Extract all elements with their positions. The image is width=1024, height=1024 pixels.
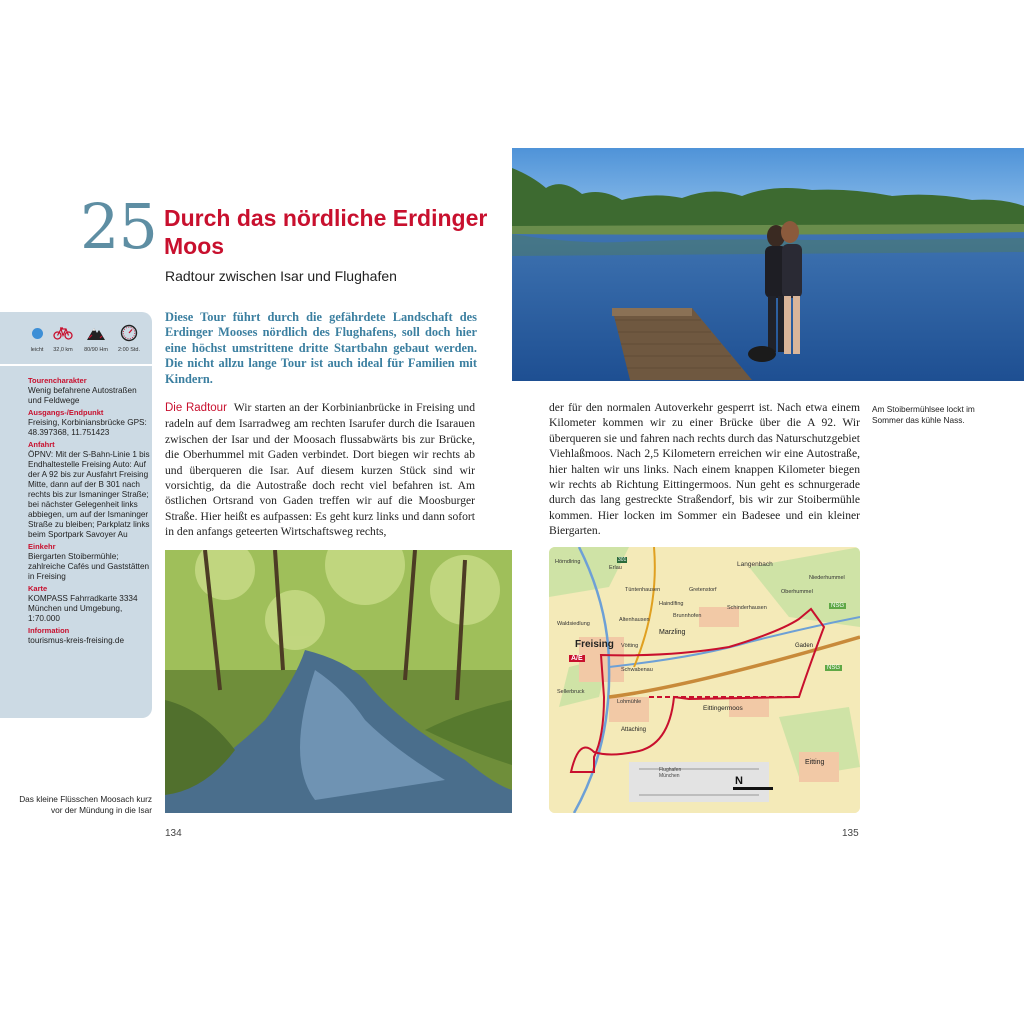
- map-place: Schinderhausen: [727, 605, 767, 611]
- body-paragraph: Wir starten an der Korbinianbrücke in Freising und radeln auf dem Isarradweg am rechten Isarufer durch die Isarauen zwischen der Isar und der Moosach flussabwärts bis zur Brücke, die Oberhummel mit Gaden verbindet. Dort biegen wir rechts ab und überqueren die Isar. Auf diesem kurzen Stück sind wir vorsichtig, da die Autostraße doch recht viel befahren ist. Am östlichen Ortsrand von Gaden treffen wir auf die Moosburger Straße. Hier heißt es aufpassen: Es geht kurz links und dann sofort in den anfangs geteerten Wirtschaftsweg rechts,: [165, 401, 475, 539]
- info-text: Biergarten Stoibermühle; zahlreiche Cafés und Gaststätten in Freising: [28, 552, 150, 581]
- map-place: Lohmühle: [617, 699, 642, 705]
- nature-reserve-badge: NSG: [827, 665, 841, 671]
- map-place: Niederhummel: [809, 575, 845, 581]
- body-text-left: [165, 400, 475, 540]
- map-place: Hörndlring: [555, 559, 581, 565]
- stat-label: 32,0 km: [53, 347, 73, 353]
- tour-info-list: [28, 374, 150, 647]
- map-place: Tüntenhausen: [625, 587, 661, 593]
- tour-subtitle: Radtour zwischen Isar und Flughafen: [165, 268, 397, 284]
- map-place: Marzling: [659, 629, 686, 636]
- info-heading: Einkehr: [28, 542, 56, 551]
- map-place: Oberhummel: [781, 589, 813, 595]
- map-place: Eitting: [805, 759, 825, 766]
- body-paragraph: der für den normalen Autoverkehr gesperrt ist. Nach etwa einem Kilometer kommen wir zu einer Brücke über die A 92. Wir überqueren sie und fahren nach rechts durch das Naturschutzgebiet Viehlaßmoos. Nach 2,5 Kilometern erreichen wir eine Autostraße, hier halten wir uns links. Nach einem knappen Kilometer biegen wir rechts ab Richtung Eittingermoos. Nun geht es schnurgerade durch das lang gestreckte Straßendorf, bis wir zur Stoibermühle kommen. Hier locken im Sommer ein Badesee und ein kleiner Biergarten.: [549, 401, 860, 538]
- stat-label: leicht: [30, 347, 44, 353]
- north-arrow-icon: N: [735, 775, 743, 787]
- info-link[interactable]: tourismus-kreis-freising.de: [28, 636, 125, 645]
- map-place: Haindlfing: [659, 601, 684, 607]
- stat-duration: [114, 322, 144, 353]
- scale-bar: [733, 787, 773, 790]
- info-text: Wenig befahrene Autostraßen und Feldwege: [28, 386, 137, 405]
- map-place: Langenbach: [737, 561, 773, 568]
- bicycle-icon: [53, 326, 73, 340]
- info-heading: Anfahrt: [28, 440, 55, 449]
- elevation-icon: [86, 325, 106, 341]
- map-place: Flughafen München: [659, 767, 682, 779]
- info-heading: Tourencharakter: [28, 376, 87, 385]
- info-text: KOMPASS Fahrradkarte 3334 München und Umgebung, 1:70.000: [28, 594, 138, 623]
- road-badge: 301: [618, 557, 627, 563]
- info-heading: Karte: [28, 584, 48, 593]
- map-place: Gaden: [795, 643, 814, 649]
- map-place: Waldsiedlung: [557, 621, 590, 627]
- map-place: Altenhausen: [619, 617, 650, 623]
- route-map: [549, 547, 860, 813]
- info-heading: Information: [28, 626, 70, 635]
- map-place: Sellerbruck: [557, 689, 585, 695]
- map-place: Eittingermoos: [703, 705, 743, 712]
- lake-photo-caption: Am Stoibermühlsee lockt im Sommer das kühle Nass.: [872, 404, 975, 425]
- nature-reserve-badge: NSG: [831, 603, 845, 609]
- section-lead: Die Radtour: [165, 402, 227, 414]
- lake-photo: [512, 148, 1024, 381]
- map-place: Gretenstorf: [689, 587, 717, 593]
- tour-number: 25: [80, 190, 157, 263]
- page-number-left: 134: [165, 828, 182, 839]
- difficulty-dot-icon: [32, 328, 43, 339]
- tour-stats: [22, 322, 147, 360]
- tour-title: Durch das nördliche Erdinger Moos: [164, 205, 488, 259]
- creek-photo-caption: Das kleine Flüsschen Moosach kurz vor der Mündung in die Isar: [19, 794, 152, 815]
- page-number-right: 135: [842, 828, 859, 839]
- clock-icon: [120, 324, 138, 342]
- map-place: Schwabenau: [621, 667, 653, 673]
- stat-elevation: [81, 322, 111, 353]
- stat-distance: [48, 322, 78, 353]
- start-end-badge: A/E: [571, 655, 583, 662]
- creek-photo: [165, 550, 512, 813]
- info-heading: Ausgangs-/Endpunkt: [28, 408, 104, 417]
- stat-label: 80/90 Hm: [84, 347, 108, 353]
- map-place: Attaching: [621, 727, 647, 733]
- map-place: Vötting: [621, 643, 639, 649]
- info-text: Freising, Korbiniansbrücke GPS: 48.397368, 11.751423: [28, 418, 147, 437]
- body-text-right: [549, 400, 860, 539]
- tour-intro: Diese Tour führt durch die gefährdete Landschaft des Erdinger Mooses nördlich des Flughafens, soll doch hier eine höchst umstrittene dritte Startbahn gebaut werden. Die nicht allzu lange Tour ist auch ideal für Familien mit Kindern.: [165, 310, 477, 386]
- divider: [0, 364, 152, 366]
- map-place: Erlau: [609, 565, 622, 571]
- map-place: Freising: [575, 639, 614, 650]
- stat-label: 2:00 Std.: [117, 347, 141, 353]
- map-place: Brunnhofen: [673, 613, 702, 619]
- info-text: ÖPNV: Mit der S-Bahn-Linie 1 bis Endhaltestelle Freising Auto: Auf der A 92 bis zur Ausfahrt Freising Mitte, dann auf der B 301 nach rechts bis zur Ismaninger Straße; bei nächster Gelegenheit links abbiegen, um auf der Ismaninger Straße zu bleiben; Parkplatz links beim Sportpark Savoyer Au: [28, 450, 150, 539]
